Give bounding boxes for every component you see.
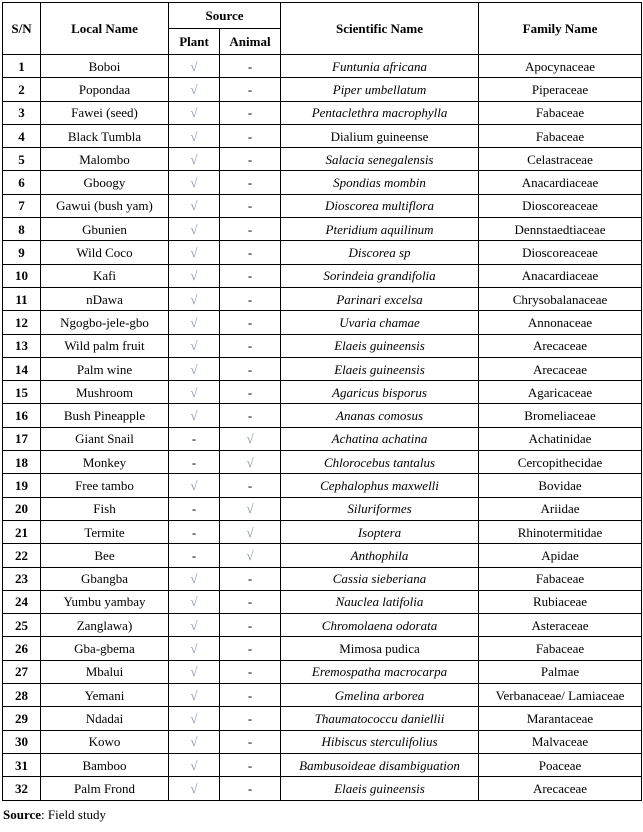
cell-plant: - (169, 427, 220, 450)
cell-animal: - (220, 684, 281, 707)
cell-scientific-name: Chlorocebus tantalus (281, 451, 479, 474)
cell-scientific-name: Pentaclethra macrophylla (281, 101, 479, 124)
cell-local-name: Palm Frond (41, 777, 169, 800)
cell-plant: √ (169, 474, 220, 497)
table-row (3, 567, 642, 590)
cell-local-name: Gboogy (41, 171, 169, 194)
source-note-text: : Field study (41, 806, 107, 822)
cell-plant: √ (169, 567, 220, 590)
cell-scientific-name: Cassia sieberiana (281, 567, 479, 590)
cell-animal: - (220, 753, 281, 776)
cell-scientific-name: Thaumatococcu daniellii (281, 707, 479, 730)
table-row (3, 194, 642, 217)
cell-local-name: Giant Snail (41, 427, 169, 450)
cell-family-name: Dioscoreaceae (479, 194, 642, 217)
cell-animal: - (220, 730, 281, 753)
col-header-family-name: Family Name (479, 3, 642, 55)
table-row (3, 101, 642, 124)
table-row (3, 707, 642, 730)
cell-local-name: Mushroom (41, 381, 169, 404)
cell-scientific-name: Parinari excelsa (281, 287, 479, 310)
cell-local-name: Boboi (41, 55, 169, 78)
col-header-source: Source (169, 3, 281, 29)
cell-scientific-name: Elaeis guineensis (281, 777, 479, 800)
table-row (3, 614, 642, 637)
cell-local-name: Ndadai (41, 707, 169, 730)
cell-local-name: Mbalui (41, 660, 169, 683)
cell-sn: 22 (3, 544, 41, 567)
cell-family-name: Fabaceae (479, 124, 642, 147)
cell-local-name: Palm wine (41, 357, 169, 380)
cell-plant: √ (169, 637, 220, 660)
cell-scientific-name: Chromolaena odorata (281, 614, 479, 637)
cell-scientific-name: Gmelina arborea (281, 684, 479, 707)
cell-sn: 20 (3, 497, 41, 520)
col-header-scientific-name: Scientific Name (281, 3, 479, 55)
table-row (3, 451, 642, 474)
table-row (3, 730, 642, 753)
cell-sn: 3 (3, 101, 41, 124)
cell-family-name: Verbanaceae/ Lamiaceae (479, 684, 642, 707)
cell-animal: - (220, 171, 281, 194)
table-row (3, 287, 642, 310)
cell-family-name: Bovidae (479, 474, 642, 497)
cell-plant: - (169, 497, 220, 520)
cell-sn: 31 (3, 753, 41, 776)
cell-family-name: Chrysobalanaceae (479, 287, 642, 310)
cell-animal: - (220, 148, 281, 171)
cell-scientific-name: Mimosa pudica (281, 637, 479, 660)
cell-family-name: Dioscoreaceae (479, 241, 642, 264)
cell-scientific-name: Hibiscus sterculifolius (281, 730, 479, 753)
cell-scientific-name: Cephalophus maxwelli (281, 474, 479, 497)
table-row (3, 777, 642, 800)
cell-plant: √ (169, 730, 220, 753)
cell-local-name: Ngogbo-jele-gbo (41, 311, 169, 334)
col-header-plant: Plant (169, 29, 220, 55)
cell-animal: - (220, 78, 281, 101)
cell-sn: 6 (3, 171, 41, 194)
table-body (3, 55, 642, 801)
cell-scientific-name: Elaeis guineensis (281, 334, 479, 357)
cell-animal: - (220, 404, 281, 427)
cell-local-name: Malombo (41, 148, 169, 171)
table-row (3, 55, 642, 78)
cell-sn: 26 (3, 637, 41, 660)
cell-sn: 2 (3, 78, 41, 101)
header-row-1 (3, 3, 642, 29)
table-row (3, 544, 642, 567)
cell-scientific-name: Elaeis guineensis (281, 357, 479, 380)
cell-animal: - (220, 264, 281, 287)
cell-plant: √ (169, 148, 220, 171)
cell-plant: √ (169, 590, 220, 613)
cell-animal: √ (220, 497, 281, 520)
cell-plant: √ (169, 614, 220, 637)
table-row (3, 148, 642, 171)
cell-scientific-name: Pteridium aquilinum (281, 218, 479, 241)
table-row (3, 334, 642, 357)
cell-family-name: Rhinotermitidae (479, 520, 642, 543)
cell-animal: √ (220, 544, 281, 567)
cell-scientific-name: Nauclea latifolia (281, 590, 479, 613)
cell-plant: √ (169, 194, 220, 217)
cell-family-name: Poaceae (479, 753, 642, 776)
cell-family-name: Apocynaceae (479, 55, 642, 78)
cell-family-name: Marantaceae (479, 707, 642, 730)
cell-animal: - (220, 55, 281, 78)
cell-sn: 32 (3, 777, 41, 800)
cell-scientific-name: Funtunia africana (281, 55, 479, 78)
cell-family-name: Achatinidae (479, 427, 642, 450)
cell-local-name: nDawa (41, 287, 169, 310)
cell-local-name: Fawei (seed) (41, 101, 169, 124)
col-header-local-name: Local Name (41, 3, 169, 55)
cell-scientific-name: Piper umbellatum (281, 78, 479, 101)
cell-family-name: Asteraceae (479, 614, 642, 637)
cell-plant: - (169, 451, 220, 474)
cell-animal: √ (220, 520, 281, 543)
table-row (3, 497, 642, 520)
cell-plant: - (169, 544, 220, 567)
cell-sn: 14 (3, 357, 41, 380)
cell-animal: - (220, 357, 281, 380)
cell-local-name: Bamboo (41, 753, 169, 776)
cell-local-name: Gbunien (41, 218, 169, 241)
cell-plant: - (169, 520, 220, 543)
table-row (3, 218, 642, 241)
cell-local-name: Wild palm fruit (41, 334, 169, 357)
cell-scientific-name: Sorindeia grandifolia (281, 264, 479, 287)
cell-sn: 1 (3, 55, 41, 78)
table-row (3, 264, 642, 287)
cell-local-name: Yumbu yambay (41, 590, 169, 613)
cell-scientific-name: Eremospatha macrocarpa (281, 660, 479, 683)
cell-sn: 28 (3, 684, 41, 707)
cell-scientific-name: Uvaria chamae (281, 311, 479, 334)
cell-family-name: Anacardiaceae (479, 171, 642, 194)
table-row (3, 404, 642, 427)
cell-local-name: Gbangba (41, 567, 169, 590)
cell-local-name: Monkey (41, 451, 169, 474)
cell-scientific-name: Dialium guineense (281, 124, 479, 147)
cell-sn: 13 (3, 334, 41, 357)
cell-family-name: Dennstaedtiaceae (479, 218, 642, 241)
cell-scientific-name: Siluriformes (281, 497, 479, 520)
cell-sn: 12 (3, 311, 41, 334)
col-header-sn: S/N (3, 3, 41, 55)
cell-scientific-name: Dioscorea multiflora (281, 194, 479, 217)
table-row (3, 241, 642, 264)
cell-animal: - (220, 124, 281, 147)
source-note-label: Source (3, 806, 42, 822)
cell-local-name: Zanglawa) (41, 614, 169, 637)
cell-sn: 4 (3, 124, 41, 147)
table-row (3, 311, 642, 334)
source-note (2, 807, 643, 823)
cell-animal: - (220, 777, 281, 800)
cell-sn: 7 (3, 194, 41, 217)
cell-family-name: Arecaceae (479, 357, 642, 380)
table-header (3, 3, 642, 55)
cell-sn: 29 (3, 707, 41, 730)
table-row (3, 474, 642, 497)
cell-family-name: Bromeliaceae (479, 404, 642, 427)
cell-local-name: Black Tumbla (41, 124, 169, 147)
cell-animal: - (220, 311, 281, 334)
cell-plant: √ (169, 334, 220, 357)
cell-local-name: Bee (41, 544, 169, 567)
cell-animal: - (220, 590, 281, 613)
table-row (3, 684, 642, 707)
cell-plant: √ (169, 311, 220, 334)
table-row (3, 427, 642, 450)
cell-plant: √ (169, 264, 220, 287)
cell-plant: √ (169, 101, 220, 124)
cell-family-name: Agaricaceae (479, 381, 642, 404)
cell-plant: √ (169, 78, 220, 101)
cell-family-name: Apidae (479, 544, 642, 567)
cell-family-name: Rubiaceae (479, 590, 642, 613)
cell-plant: √ (169, 684, 220, 707)
cell-sn: 23 (3, 567, 41, 590)
cell-plant: √ (169, 660, 220, 683)
cell-plant: √ (169, 381, 220, 404)
cell-animal: - (220, 707, 281, 730)
cell-animal: - (220, 474, 281, 497)
cell-plant: √ (169, 171, 220, 194)
cell-plant: √ (169, 404, 220, 427)
cell-plant: √ (169, 753, 220, 776)
cell-animal: - (220, 334, 281, 357)
cell-plant: √ (169, 707, 220, 730)
table-row (3, 124, 642, 147)
cell-family-name: Ariidae (479, 497, 642, 520)
cell-sn: 16 (3, 404, 41, 427)
col-header-animal: Animal (220, 29, 281, 55)
cell-animal: - (220, 660, 281, 683)
cell-local-name: Yemani (41, 684, 169, 707)
cell-family-name: Fabaceae (479, 637, 642, 660)
table-row (3, 357, 642, 380)
cell-sn: 24 (3, 590, 41, 613)
cell-animal: - (220, 287, 281, 310)
cell-animal: - (220, 101, 281, 124)
cell-local-name: Kowo (41, 730, 169, 753)
cell-local-name: Gba-gbema (41, 637, 169, 660)
cell-scientific-name: Ananas comosus (281, 404, 479, 427)
cell-animal: - (220, 218, 281, 241)
cell-family-name: Celastraceae (479, 148, 642, 171)
cell-scientific-name: Bambusoideae disambiguation (281, 753, 479, 776)
cell-plant: √ (169, 241, 220, 264)
cell-local-name: Free tambo (41, 474, 169, 497)
cell-scientific-name: Achatina achatina (281, 427, 479, 450)
cell-local-name: Bush Pineapple (41, 404, 169, 427)
cell-animal: √ (220, 451, 281, 474)
cell-scientific-name: Salacia senegalensis (281, 148, 479, 171)
cell-scientific-name: Agaricus bisporus (281, 381, 479, 404)
cell-family-name: Cercopithecidae (479, 451, 642, 474)
cell-sn: 21 (3, 520, 41, 543)
cell-family-name: Arecaceae (479, 777, 642, 800)
cell-family-name: Annonaceae (479, 311, 642, 334)
table-row (3, 637, 642, 660)
cell-sn: 10 (3, 264, 41, 287)
cell-scientific-name: Spondias mombin (281, 171, 479, 194)
cell-family-name: Malvaceae (479, 730, 642, 753)
cell-sn: 19 (3, 474, 41, 497)
cell-local-name: Fish (41, 497, 169, 520)
cell-family-name: Fabaceae (479, 567, 642, 590)
cell-family-name: Fabaceae (479, 101, 642, 124)
cell-sn: 9 (3, 241, 41, 264)
cell-local-name: Kafi (41, 264, 169, 287)
table-row (3, 171, 642, 194)
cell-sn: 5 (3, 148, 41, 171)
cell-family-name: Piperaceae (479, 78, 642, 101)
table-row (3, 753, 642, 776)
cell-sn: 17 (3, 427, 41, 450)
cell-sn: 18 (3, 451, 41, 474)
cell-local-name: Popondaa (41, 78, 169, 101)
cell-scientific-name: Isoptera (281, 520, 479, 543)
cell-plant: √ (169, 218, 220, 241)
cell-animal: - (220, 637, 281, 660)
cell-animal: - (220, 567, 281, 590)
cell-plant: √ (169, 287, 220, 310)
table-row (3, 660, 642, 683)
cell-animal: √ (220, 427, 281, 450)
cell-plant: √ (169, 357, 220, 380)
cell-plant: √ (169, 55, 220, 78)
cell-sn: 11 (3, 287, 41, 310)
cell-local-name: Wild Coco (41, 241, 169, 264)
cell-plant: √ (169, 777, 220, 800)
cell-animal: - (220, 381, 281, 404)
cell-sn: 15 (3, 381, 41, 404)
cell-plant: √ (169, 124, 220, 147)
cell-family-name: Anacardiaceae (479, 264, 642, 287)
table-row (3, 520, 642, 543)
cell-sn: 27 (3, 660, 41, 683)
cell-local-name: Termite (41, 520, 169, 543)
cell-sn: 25 (3, 614, 41, 637)
cell-scientific-name: Discorea sp (281, 241, 479, 264)
cell-animal: - (220, 614, 281, 637)
ethno-species-table (2, 2, 642, 801)
cell-scientific-name: Anthophila (281, 544, 479, 567)
cell-sn: 30 (3, 730, 41, 753)
cell-sn: 8 (3, 218, 41, 241)
table-row (3, 78, 642, 101)
cell-family-name: Arecaceae (479, 334, 642, 357)
cell-animal: - (220, 194, 281, 217)
cell-animal: - (220, 241, 281, 264)
table-row (3, 590, 642, 613)
cell-family-name: Palmae (479, 660, 642, 683)
table-row (3, 381, 642, 404)
cell-local-name: Gawui (bush yam) (41, 194, 169, 217)
